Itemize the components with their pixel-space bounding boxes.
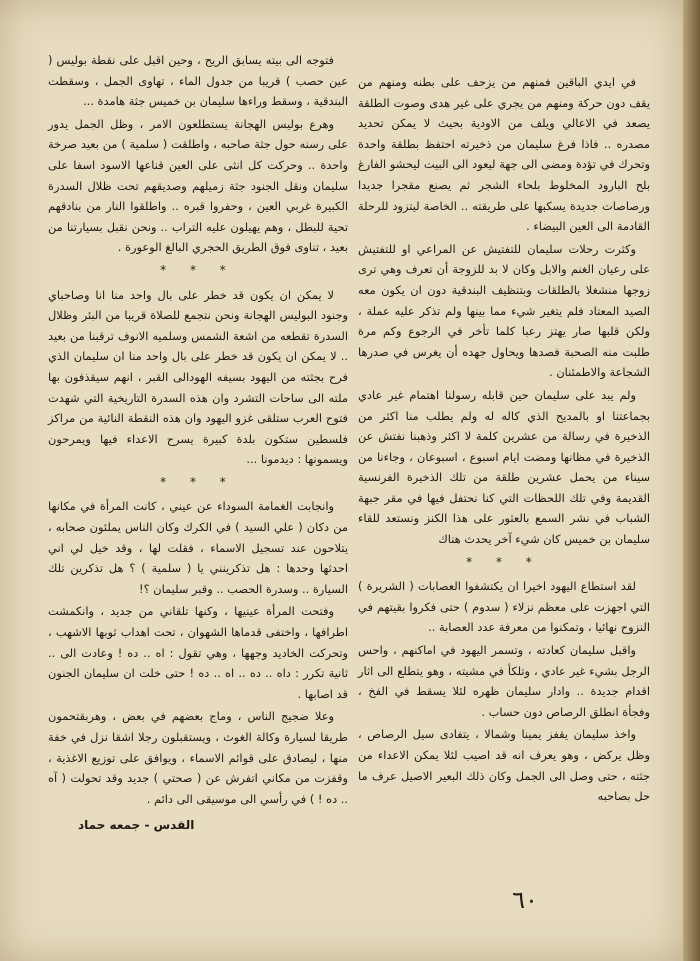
section-divider-stars: * * * <box>160 262 236 277</box>
paragraph: وكثرت رحلات سليمان للتفتيش عن المراعي او للتفتيش على رعيان الغنم والابل وكان لا بد للزوجة أن تعرف وهي ترى زوجها منشغلا بالطلقات وبتنظيف البندقية دون ان يكون معه الصيد المعتاد فلم يتغير شيء مما بينها ولم تذكر عليه عملة ، ولكن قلبها صار يهتز رعبا كلما تأخر في الرجوع وكم مرة طلبت منه الصحبة فصدها ويحاول جهده أن يغرس في صدرها الشجاعة والاطمئنان . <box>358 241 650 380</box>
section-divider-stars: * * * <box>466 554 542 569</box>
paragraph: فتوجه الى بيته يسابق الريح ، وحين اقبل على نقطة بوليس ( عين حصب ) قريبا من جدول الماء ، تهاوى الجمل ، وسقطت البندقية ، وسقط وراءها سليمان بن خميس جثة هامدة ... <box>48 53 348 109</box>
paragraph: واقبل سليمان كعادته ، وتسمر اليهود في اماكنهم ، واحس الرجل بشيء غير عادي ، وتلكأ في مشيته ، وهو يتطلع الى اثار اقدام جديدة .. وادار سليمان ظهره لئلا يسقط في الفخ ، وفجأة انطلق الرصاص دون حساب . <box>358 643 650 719</box>
paragraph: وعلا ضجيج الناس ، وماج بعضهم في بعض ، وهربقتحمون طريقا لسيارة وكالة الغوث ، ويستقبلون رجلا اشقا نزل في خفة منها ، ليصادق على قوائم الاسماء ، ويوافق على توزيع الاغذية ، وقفزت من مكاني اتفرش عن ( صحتي ) جديد وقد تحولت ( آه .. ده ! ) في رأسي الى موسيقى الى دائم . <box>48 709 348 806</box>
page-number: ٦٠ <box>512 886 538 914</box>
paragraph: لا يمكن ان يكون قد خطر على بال واحد منا انا وصاحباي وجنود البوليس الهجانة ونحن نتجمع للصلاة قريبا من البئر وظلال السدرة تقطعه من اشعة الشمس وسلميه الانوف ترقبنا من بعيد .. لا يمكن ان يكون قد خطر على بال واحد منا ان سليمان الذي فرح بجثته من اليهود بسيفه الهودالى القبر ، انهم سيقذفون بها ملته الى ساحات التشرد وان هذه السدرة التاريخية التي شهدت فتوح العرب ستلقى غزو اليهود وان هذه النقطة النائية من مراكز فلسطين ستكون بلدة كبيرة يسرح الاعداء فيها ويمرحون ويسمونها : ديدمونا ... <box>48 287 348 467</box>
author-signature: القدس - جمعه حماد <box>78 818 195 833</box>
section-divider-stars: * * * <box>160 474 236 489</box>
paragraph: وانجابت الغمامة السوداء عن عيني ، كانت المرأة في مكانها من دكان ( علي السيد ) في الكرك وكان الناس يملئون صحابه ، يتلاحون عند تسجيل الاسماء ، فقلت لها ، وقد خيل لي اني احدثها وحدها : هل تذكرينني يا ( سلمية ) ؟ هل تذكرين تلك السيارة .. وسدرة الحصب .. وقبر سليمان ؟! <box>48 499 348 596</box>
paragraph: ولم يبد على سليمان حين قابله رسولنا اهتمام غير عادي بجماعتنا او بالمديح الذي كاله له ولم يطلب منا اكثر من الذخيرة في رسالة من عشرين كلمة لا اكثر وذهبنا نفتش عن الذخيرة في مظانها ومضت ايام اسبوع ، اسبوعان ، وجاءنا من سيناء من يحمل عشرين طلقة من تلك الذخيرة الفرنسية القديمة وفي تلك اللحظات التي كنا نحتفل فيها في مقر جبهة الشباب في نشر السمع بالعثور على هذا الكنز ونستعد للقاء سليمان بن خميس كان شيء آخر يحدث هناك <box>358 387 650 547</box>
binding-edge <box>683 0 700 961</box>
paragraph: لقد استطاع اليهود اخيرا ان يكتشفوا العصابات ( الشريرة ) التي اجهزت على معظم نزلاء ( سدوم ) حتى فكروا بقيتهم في النزوح نهائيا ، وتمكنوا من معرفة عدد العصابة .. <box>358 579 650 635</box>
paragraph: في ايدي الباقين فمنهم من يزحف على بطنه ومنهم من يقف دون حركة ومنهم من يجري على غير هدى وصوت الطلقة يصعد في الاعالي ويلف من الاودية بحيث لا يمكن تحديد مصدره .. فاذا فرغ سليمان من ذخيرته احتفظ بطلقة واحدة وتحرك في تؤدة ومضى الى جهة ليعود الى البيت ليحشو الفارغ بلح البارود المخلوط بلحاء الشجر ثم يصنع مقجرا جديدا ورصاصات جديدة يسكبها على طريقته .. الخاصة ليتزود للرحلة القادمة الى العين البيضاء . <box>358 75 650 234</box>
paragraph: واخذ سليمان يقفز يمينا وشمالا ، يتفادى سيل الرصاص ، وظل يركض ، وهو يعرف انه قد اصيب لئلا يمكن الاعداء من جثته ، حتى وصل الى الجمل وكان ذلك البعير الاصيل عرف ما حل بصاحبه <box>358 727 650 804</box>
right-column <box>358 72 650 809</box>
paragraph: وفتحت المرأة عينيها ، وكنها تلقاني من جديد ، وانكمشت اطرافها ، واختفى قدماها الشهوان ، تحت اهداب ثوبها الاشهب ، وتحركت الخاديد وجهها ، وهي تقول : اه .. ده ! وعادت الى .. ثانية تكرر : داه .. ده .. اه .. ده ! حتى خلت ان سليمان الجنون قد اصابها . <box>48 604 348 701</box>
paragraph: وهرع بوليس الهجانة يستطلعون الامر ، وظل الجمل يدور على رسنه حول جثة صاحبه ، واطلقت ( سلمية ) من بعيد صرخة واحدة .. وحركت كل انثى على العين قناعها الاسود اسفا على سليمان ونقل الجنود جثة زميلهم وصديقهم تحت ظلال السدرة الكبيرة غربي العين ، وحفروا قبره .. واطلقوا النار من بنادقهم تحية للبطل ، وهم يهيلون عليه التراب .. ونحن نقبل بسيارتنا من بعيد ، تناوى فوق الطريق الحجري البالغ الوعورة . <box>48 116 348 255</box>
left-column <box>48 50 348 836</box>
